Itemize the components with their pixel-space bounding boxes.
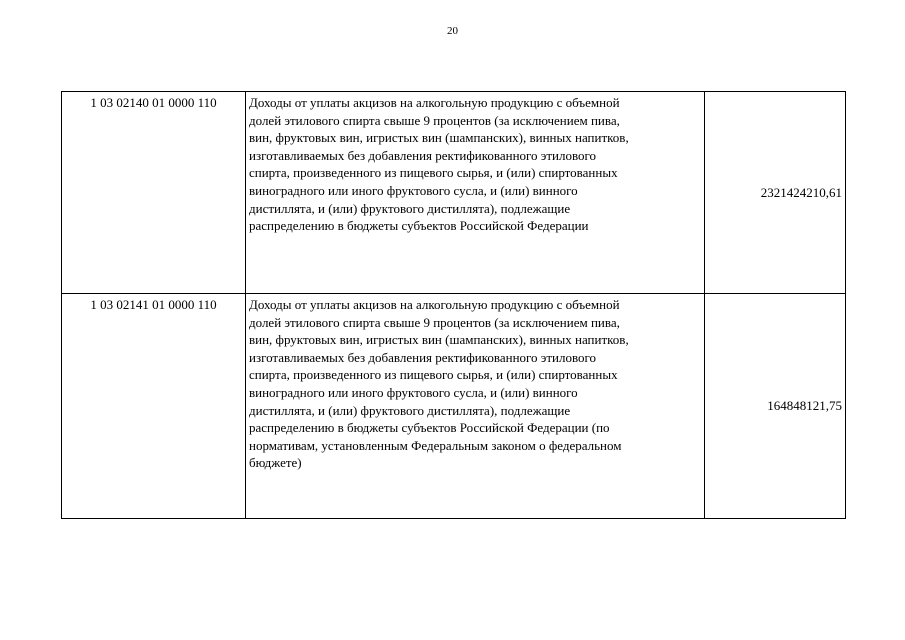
amount-cell: 2321424210,61 <box>705 92 846 294</box>
description-line: дистиллята, и (или) фруктового дистиллята), подлежащие <box>249 200 571 216</box>
description-cell <box>246 92 705 294</box>
description-line: вин, фруктовых вин, игристых вин (шампанских), винных напитков, <box>249 332 629 348</box>
description-line: нормативам, установленным Федеральным законом о федеральном <box>249 437 622 453</box>
description-line: Доходы от уплаты акцизов на алкогольную продукцию с объемной <box>249 297 620 312</box>
description-line: вин, фруктовых вин, игристых вин (шампанских), винных напитков, <box>249 130 629 146</box>
description-line: виноградного или иного фруктового сусла, и (или) винного <box>249 384 578 400</box>
description-cell <box>246 294 705 519</box>
description-line: долей этилового спирта свыше 9 процентов (за исключением пива, <box>249 112 620 128</box>
revenue-table <box>61 91 846 519</box>
budget-code-cell: 1 03 02141 01 0000 110 <box>62 294 246 519</box>
table-row <box>62 92 846 294</box>
description-line: дистиллята, и (или) фруктового дистиллята), подлежащие <box>249 402 571 418</box>
description-line: распределению в бюджеты субъектов Российской Федерации <box>249 218 589 234</box>
description-line: изготавливаемых без добавления ректификованного этилового <box>249 349 597 365</box>
description-line: долей этилового спирта свыше 9 процентов (за исключением пива, <box>249 314 620 330</box>
budget-code-cell: 1 03 02140 01 0000 110 <box>62 92 246 294</box>
amount-cell: 164848121,75 <box>705 294 846 519</box>
description-line: спирта, произведенного из пищевого сырья, и (или) спиртованных <box>249 165 618 181</box>
description-line: спирта, произведенного из пищевого сырья, и (или) спиртованных <box>249 367 618 383</box>
description-line: распределению в бюджеты субъектов Российской Федерации (по <box>249 420 610 436</box>
description-line: виноградного или иного фруктового сусла, и (или) винного <box>249 182 578 198</box>
description-line: Доходы от уплаты акцизов на алкогольную продукцию с объемной <box>249 95 620 110</box>
description-line: бюджете) <box>249 455 302 471</box>
description-line: изготавливаемых без добавления ректификованного этилового <box>249 147 597 163</box>
page-number: 20 <box>447 25 458 37</box>
table-row <box>62 294 846 519</box>
